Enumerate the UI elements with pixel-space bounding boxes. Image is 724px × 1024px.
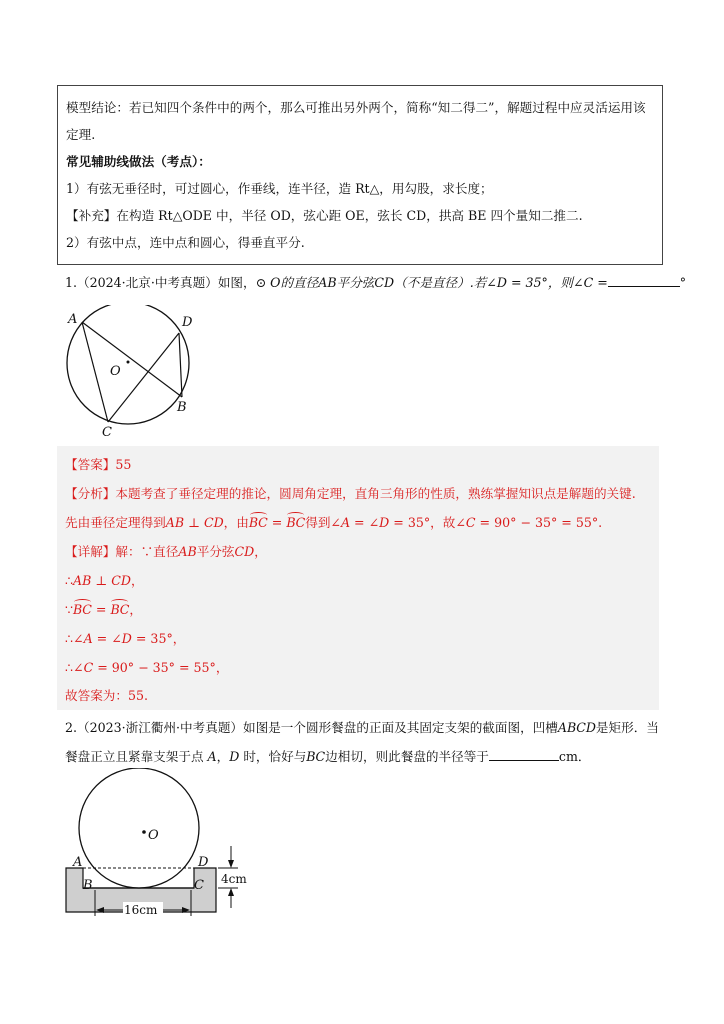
q1-text: ⊙ 𝑂的直径𝐴𝐵平分弦𝐶𝐷（不是直径）.若∠𝐷 = 35°，则∠𝐶 =	[255, 275, 608, 290]
q2-blank	[489, 748, 559, 761]
analysis-line-2: 先由垂径定理得到𝐴𝐵 ⊥ 𝐶𝐷，由𝐵𝐶 = 𝐵𝐶得到∠𝐴 = ∠𝐷 = 35°，故∠𝐶 = 90° − 35° = 55°.	[65, 515, 603, 530]
detail-line: 【详解】解：∵直径𝐴𝐵平分弦𝐶𝐷，	[65, 544, 267, 559]
fig2-label-16cm: 16cm	[124, 903, 158, 917]
fig1-label-a: A	[68, 312, 78, 327]
step-1: ∴𝐴𝐵 ⊥ 𝐶𝐷，	[65, 573, 144, 588]
q1-prefix: 1.（2024·北京·中考真题）如图，	[65, 275, 256, 290]
answer-line: 【答案】55	[65, 457, 132, 472]
step-2: ∵𝐵𝐶 = 𝐵𝐶，	[65, 602, 142, 617]
fig2-dim-4-bottom-arrow	[228, 888, 234, 896]
box-line-2: 定理.	[66, 127, 96, 142]
fig1-circle	[67, 305, 189, 424]
fig2-dim-4-top-arrow	[228, 860, 234, 868]
answer-block-1	[57, 446, 659, 710]
arc-bc-1: 𝐵𝐶	[248, 515, 268, 530]
box-line-4: 1）有弦无垂径时，可过圆心，作垂线，连半径，造 Rt△，用勾股，求长度；	[66, 181, 493, 196]
fig2-label-a: A	[73, 855, 83, 870]
fig1-label-d: D	[182, 315, 193, 330]
fig1-label-o: O	[110, 364, 121, 379]
question-2-line-1: 2.（2023·浙江衢州·中考真题）如图是一个圆形餐盘的正面及其固定支架的截面图，凹槽𝐴𝐵𝐶𝐷是矩形．当	[65, 720, 659, 735]
q1-suffix: °	[679, 275, 687, 290]
step-4: ∴∠𝐶 = 90° − 35° = 55°，	[65, 660, 229, 675]
box-line-6: 2）有弦中点，连中点和圆心，得垂直平分.	[66, 235, 305, 250]
box-line-1: 模型结论：若已知四个条件中的两个，那么可推出另外两个，简称“知二得二”，解题过程中应灵活运用该	[66, 100, 646, 115]
fig2-label-o: O	[148, 828, 159, 843]
fig1-chord-db	[179, 333, 182, 397]
figure-1	[60, 305, 210, 440]
step-5: 故答案为：55.	[65, 688, 148, 703]
arc-bc-3: 𝐵𝐶	[73, 602, 92, 617]
fig2-center-dot	[142, 830, 146, 834]
arc-bc-2: 𝐵𝐶	[286, 515, 306, 530]
conclusion-box	[57, 85, 663, 265]
fig2-label-c: C	[194, 878, 204, 893]
step-3: ∴∠𝐴 = ∠𝐷 = 35°，	[65, 631, 186, 646]
fig2-label-4cm: 4cm	[221, 872, 247, 886]
figure-2	[60, 768, 260, 918]
question-1	[65, 272, 686, 291]
fig1-chord-ab	[82, 322, 182, 397]
arc-bc-4: 𝐵𝐶	[110, 602, 130, 617]
fig1-label-c: C	[102, 425, 112, 440]
fig1-label-b: B	[177, 400, 187, 415]
fig2-label-d: D	[198, 855, 209, 870]
question-2-line-2: 餐盘正立且紧靠支架于点 𝐴，𝐷 时，恰好与𝐵𝐶边相切，则此餐盘的半径等于 cm．	[65, 749, 591, 764]
q1-blank	[608, 274, 680, 287]
analysis-line: 【分析】本题考查了垂径定理的推论，圆周角定理，直角三角形的性质，熟练掌握知识点是解题的关键.	[65, 486, 636, 501]
fig2-plate	[79, 768, 199, 888]
box-line-5: 【补充】在构造 Rt△ODE 中，半径 OD，弦心距 OE，弦长 CD，拱高 BE 四个量知二推二.	[66, 208, 583, 223]
fig2-label-b: B	[83, 878, 93, 893]
fig1-center-dot	[127, 361, 130, 364]
box-heading: 常见辅助线做法（考点）：	[66, 154, 211, 169]
